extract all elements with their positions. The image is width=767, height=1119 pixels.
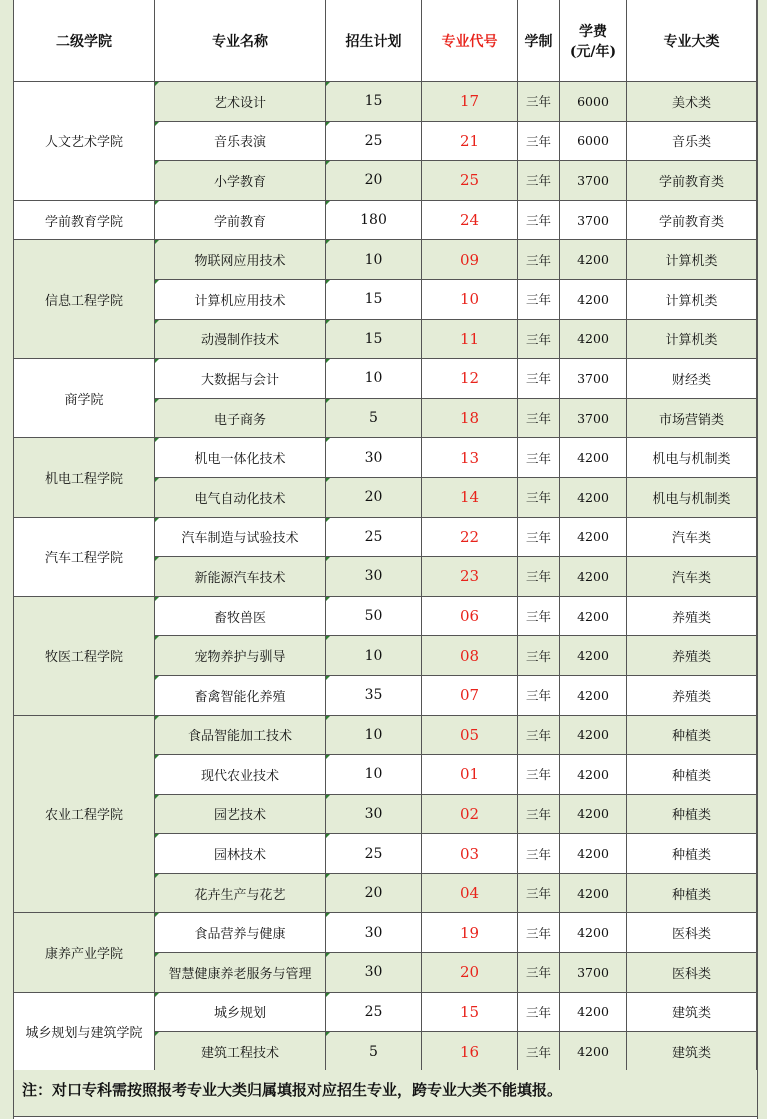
- code-cell: 25: [422, 161, 518, 201]
- major-cell: 新能源汽车技术: [155, 557, 326, 597]
- plan-cell: 10: [326, 359, 422, 399]
- duration-cell: 三年: [518, 834, 560, 874]
- category-cell: 学前教育类: [627, 200, 757, 240]
- plan-cell: 25: [326, 834, 422, 874]
- duration-cell: 三年: [518, 200, 560, 240]
- duration-cell: 三年: [518, 873, 560, 913]
- fee-cell: 4200: [560, 715, 627, 755]
- table-row: [14, 200, 757, 240]
- duration-cell: 三年: [518, 953, 560, 993]
- college-cell: 农业工程学院: [14, 715, 155, 913]
- duration-cell: 三年: [518, 992, 560, 1032]
- plan-cell: 20: [326, 477, 422, 517]
- category-cell: 种植类: [627, 794, 757, 834]
- code-cell: 05: [422, 715, 518, 755]
- code-cell: 06: [422, 596, 518, 636]
- fee-cell: 3700: [560, 953, 627, 993]
- major-cell: 畜禽智能化养殖: [155, 675, 326, 715]
- major-cell: 园林技术: [155, 834, 326, 874]
- major-cell: 宠物养护与驯导: [155, 636, 326, 676]
- plan-cell: 30: [326, 557, 422, 597]
- fee-cell: 4200: [560, 557, 627, 597]
- plan-cell: 5: [326, 1032, 422, 1072]
- header-college: 二级学院: [14, 0, 155, 82]
- category-cell: 计算机类: [627, 319, 757, 359]
- duration-cell: 三年: [518, 1032, 560, 1072]
- header-plan: 招生计划: [326, 0, 422, 82]
- code-cell: 10: [422, 279, 518, 319]
- fee-cell: 4200: [560, 636, 627, 676]
- college-cell: 商学院: [14, 359, 155, 438]
- fee-cell: 3700: [560, 398, 627, 438]
- plan-cell: 15: [326, 279, 422, 319]
- table-row: [14, 517, 757, 557]
- category-cell: 汽车类: [627, 517, 757, 557]
- duration-cell: 三年: [518, 319, 560, 359]
- table-row: [14, 359, 757, 399]
- fee-cell: 3700: [560, 359, 627, 399]
- code-cell: 03: [422, 834, 518, 874]
- duration-cell: 三年: [518, 715, 560, 755]
- code-cell: 09: [422, 240, 518, 280]
- footnote: 注：对口专科需按照报考专业大类归属填报对应招生专业，跨专业大类不能填报。: [13, 1070, 758, 1117]
- plan-cell: 10: [326, 755, 422, 795]
- fee-cell: 4200: [560, 675, 627, 715]
- fee-cell: 4200: [560, 438, 627, 478]
- header-major: 专业名称: [155, 0, 326, 82]
- major-cell: 花卉生产与花艺: [155, 873, 326, 913]
- plan-cell: 10: [326, 636, 422, 676]
- major-cell: 电气自动化技术: [155, 477, 326, 517]
- plan-cell: 30: [326, 913, 422, 953]
- header-category: 专业大类: [627, 0, 757, 82]
- plan-cell: 35: [326, 675, 422, 715]
- category-cell: 音乐类: [627, 121, 757, 161]
- code-cell: 01: [422, 755, 518, 795]
- duration-cell: 三年: [518, 596, 560, 636]
- category-cell: 养殖类: [627, 636, 757, 676]
- fee-cell: 4200: [560, 596, 627, 636]
- major-cell: 园艺技术: [155, 794, 326, 834]
- code-cell: 24: [422, 200, 518, 240]
- duration-cell: 三年: [518, 557, 560, 597]
- fee-cell: 6000: [560, 82, 627, 122]
- code-cell: 20: [422, 953, 518, 993]
- category-cell: 种植类: [627, 834, 757, 874]
- plan-cell: 180: [326, 200, 422, 240]
- major-cell: 食品智能加工技术: [155, 715, 326, 755]
- college-cell: 信息工程学院: [14, 240, 155, 359]
- duration-cell: 三年: [518, 438, 560, 478]
- code-cell: 12: [422, 359, 518, 399]
- category-cell: 种植类: [627, 873, 757, 913]
- fee-cell: 3700: [560, 200, 627, 240]
- header-code: 专业代号: [422, 0, 518, 82]
- code-cell: 04: [422, 873, 518, 913]
- plan-cell: 50: [326, 596, 422, 636]
- code-cell: 23: [422, 557, 518, 597]
- major-cell: 动漫制作技术: [155, 319, 326, 359]
- fee-cell: 6000: [560, 121, 627, 161]
- category-cell: 计算机类: [627, 240, 757, 280]
- major-cell: 畜牧兽医: [155, 596, 326, 636]
- major-cell: 食品营养与健康: [155, 913, 326, 953]
- code-cell: 07: [422, 675, 518, 715]
- duration-cell: 三年: [518, 755, 560, 795]
- major-cell: 现代农业技术: [155, 755, 326, 795]
- plan-cell: 30: [326, 794, 422, 834]
- code-cell: 21: [422, 121, 518, 161]
- category-cell: 市场营销类: [627, 398, 757, 438]
- major-cell: 艺术设计: [155, 82, 326, 122]
- category-cell: 养殖类: [627, 596, 757, 636]
- category-cell: 学前教育类: [627, 161, 757, 201]
- fee-cell: 4200: [560, 873, 627, 913]
- enrollment-table: [13, 0, 757, 1072]
- fee-cell: 4200: [560, 913, 627, 953]
- college-cell: 康养产业学院: [14, 913, 155, 992]
- major-cell: 小学教育: [155, 161, 326, 201]
- major-cell: 音乐表演: [155, 121, 326, 161]
- category-cell: 美术类: [627, 82, 757, 122]
- fee-cell: 4200: [560, 319, 627, 359]
- plan-cell: 5: [326, 398, 422, 438]
- table-row: [14, 992, 757, 1032]
- header-fee-line2: (元/年): [569, 43, 617, 60]
- plan-cell: 30: [326, 438, 422, 478]
- category-cell: 养殖类: [627, 675, 757, 715]
- header-fee: [560, 0, 627, 82]
- code-cell: 11: [422, 319, 518, 359]
- plan-cell: 15: [326, 82, 422, 122]
- table-row: [14, 913, 757, 953]
- duration-cell: 三年: [518, 240, 560, 280]
- category-cell: 种植类: [627, 715, 757, 755]
- duration-cell: 三年: [518, 359, 560, 399]
- code-cell: 15: [422, 992, 518, 1032]
- plan-cell: 25: [326, 992, 422, 1032]
- duration-cell: 三年: [518, 913, 560, 953]
- code-cell: 14: [422, 477, 518, 517]
- code-cell: 08: [422, 636, 518, 676]
- category-cell: 机电与机制类: [627, 438, 757, 478]
- duration-cell: 三年: [518, 675, 560, 715]
- major-cell: 智慧健康养老服务与管理: [155, 953, 326, 993]
- duration-cell: 三年: [518, 477, 560, 517]
- plan-cell: 15: [326, 319, 422, 359]
- duration-cell: 三年: [518, 82, 560, 122]
- plan-cell: 20: [326, 161, 422, 201]
- college-cell: 汽车工程学院: [14, 517, 155, 596]
- code-cell: 16: [422, 1032, 518, 1072]
- duration-cell: 三年: [518, 517, 560, 557]
- table-row: [14, 438, 757, 478]
- fee-cell: 4200: [560, 755, 627, 795]
- table-row: [14, 240, 757, 280]
- fee-cell: 4200: [560, 992, 627, 1032]
- major-cell: 学前教育: [155, 200, 326, 240]
- college-cell: 牧医工程学院: [14, 596, 155, 715]
- college-cell: 城乡规划与建筑学院: [14, 992, 155, 1071]
- table-row: [14, 715, 757, 755]
- fee-cell: 4200: [560, 834, 627, 874]
- table-row: [14, 596, 757, 636]
- major-cell: 城乡规划: [155, 992, 326, 1032]
- major-cell: 电子商务: [155, 398, 326, 438]
- category-cell: 医科类: [627, 913, 757, 953]
- code-cell: 19: [422, 913, 518, 953]
- fee-cell: 4200: [560, 794, 627, 834]
- college-cell: 机电工程学院: [14, 438, 155, 517]
- duration-cell: 三年: [518, 794, 560, 834]
- category-cell: 计算机类: [627, 279, 757, 319]
- duration-cell: 三年: [518, 636, 560, 676]
- college-cell: 学前教育学院: [14, 200, 155, 240]
- major-cell: 汽车制造与试验技术: [155, 517, 326, 557]
- plan-cell: 30: [326, 953, 422, 993]
- major-cell: 计算机应用技术: [155, 279, 326, 319]
- duration-cell: 三年: [518, 121, 560, 161]
- category-cell: 汽车类: [627, 557, 757, 597]
- fee-cell: 4200: [560, 1032, 627, 1072]
- table-row: [14, 82, 757, 122]
- category-cell: 机电与机制类: [627, 477, 757, 517]
- code-cell: 18: [422, 398, 518, 438]
- table-body: [14, 82, 757, 1072]
- category-cell: 种植类: [627, 755, 757, 795]
- fee-cell: 4200: [560, 240, 627, 280]
- plan-cell: 25: [326, 121, 422, 161]
- plan-cell: 10: [326, 715, 422, 755]
- plan-cell: 20: [326, 873, 422, 913]
- plan-cell: 25: [326, 517, 422, 557]
- major-cell: 建筑工程技术: [155, 1032, 326, 1072]
- major-cell: 机电一体化技术: [155, 438, 326, 478]
- duration-cell: 三年: [518, 161, 560, 201]
- plan-cell: 10: [326, 240, 422, 280]
- code-cell: 02: [422, 794, 518, 834]
- fee-cell: 3700: [560, 161, 627, 201]
- college-cell: 人文艺术学院: [14, 82, 155, 201]
- duration-cell: 三年: [518, 398, 560, 438]
- category-cell: 医科类: [627, 953, 757, 993]
- category-cell: 财经类: [627, 359, 757, 399]
- fee-cell: 4200: [560, 477, 627, 517]
- code-cell: 17: [422, 82, 518, 122]
- category-cell: 建筑类: [627, 992, 757, 1032]
- major-cell: 大数据与会计: [155, 359, 326, 399]
- duration-cell: 三年: [518, 279, 560, 319]
- header-duration: 学制: [518, 0, 560, 82]
- table-header: [14, 0, 757, 82]
- code-cell: 13: [422, 438, 518, 478]
- fee-cell: 4200: [560, 517, 627, 557]
- header-fee-line1: 学费: [579, 23, 607, 40]
- fee-cell: 4200: [560, 279, 627, 319]
- code-cell: 22: [422, 517, 518, 557]
- major-cell: 物联网应用技术: [155, 240, 326, 280]
- category-cell: 建筑类: [627, 1032, 757, 1072]
